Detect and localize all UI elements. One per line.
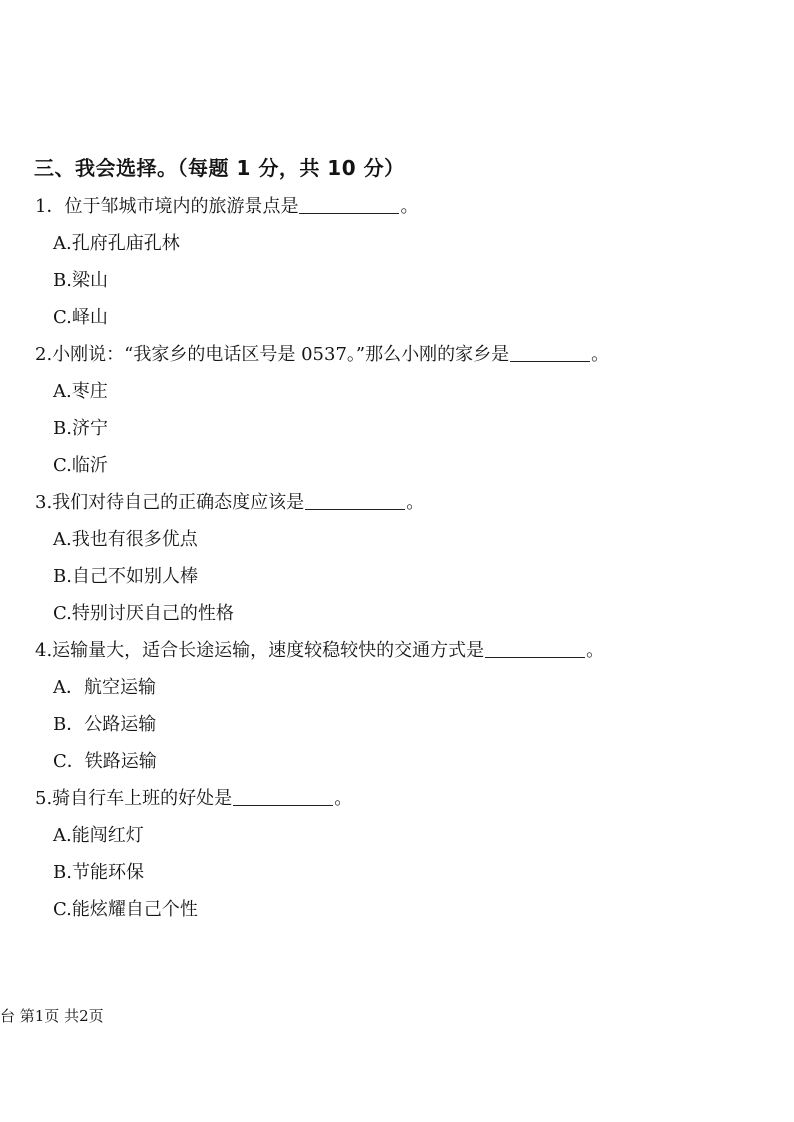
option-c: C.能炫耀自己个性 — [53, 899, 198, 920]
question-text: 2.小刚说：“我家乡的电话区号是 0537。”那么小刚的家乡是 — [35, 344, 510, 365]
option-c: C.峄山 — [53, 307, 108, 328]
option-a: A.孔府孔庙孔林 — [53, 233, 180, 254]
answer-blank — [510, 341, 590, 362]
section-title: 三、我会选择。（每题 1 分，共 10 分） — [34, 156, 405, 180]
option-b: B.节能环保 — [53, 862, 144, 883]
option-a: A.能闯红灯 — [53, 825, 144, 846]
answer-blank — [485, 637, 585, 658]
question-end: 。 — [400, 196, 419, 217]
question-end: 。 — [591, 344, 610, 365]
question-text: 3.我们对待自己的正确态度应该是 — [35, 492, 305, 513]
question-4 — [0, 632, 794, 669]
answer-blank — [299, 193, 399, 214]
option-c: C．铁路运输 — [53, 751, 157, 772]
question-end: 。 — [586, 640, 605, 661]
option-c: C.临沂 — [53, 455, 108, 476]
question-text: 4.运输量大，适合长途运输，速度较稳较快的交通方式是 — [35, 640, 485, 661]
option-b: B.济宁 — [53, 418, 108, 439]
option-a: A.我也有很多优点 — [53, 529, 198, 550]
question-2 — [0, 336, 794, 373]
question-end: 。 — [334, 788, 353, 809]
option-c: C.特别讨厌自己的性格 — [53, 603, 234, 624]
question-1 — [0, 188, 794, 225]
page-footer: 台 第1页 共2页 — [0, 1007, 104, 1025]
option-b: B.梁山 — [53, 270, 108, 291]
question-5 — [0, 780, 794, 817]
question-list — [0, 188, 794, 928]
option-a: A.枣庄 — [53, 381, 108, 402]
question-text: 1．位于邹城市境内的旅游景点是 — [35, 196, 299, 217]
option-b: B.自己不如别人棒 — [53, 566, 198, 587]
answer-blank — [233, 785, 333, 806]
option-b: B．公路运输 — [53, 714, 157, 735]
option-a: A．航空运输 — [53, 677, 156, 698]
answer-blank — [305, 489, 405, 510]
question-end: 。 — [406, 492, 425, 513]
question-3 — [0, 484, 794, 521]
question-text: 5.骑自行车上班的好处是 — [35, 788, 233, 809]
